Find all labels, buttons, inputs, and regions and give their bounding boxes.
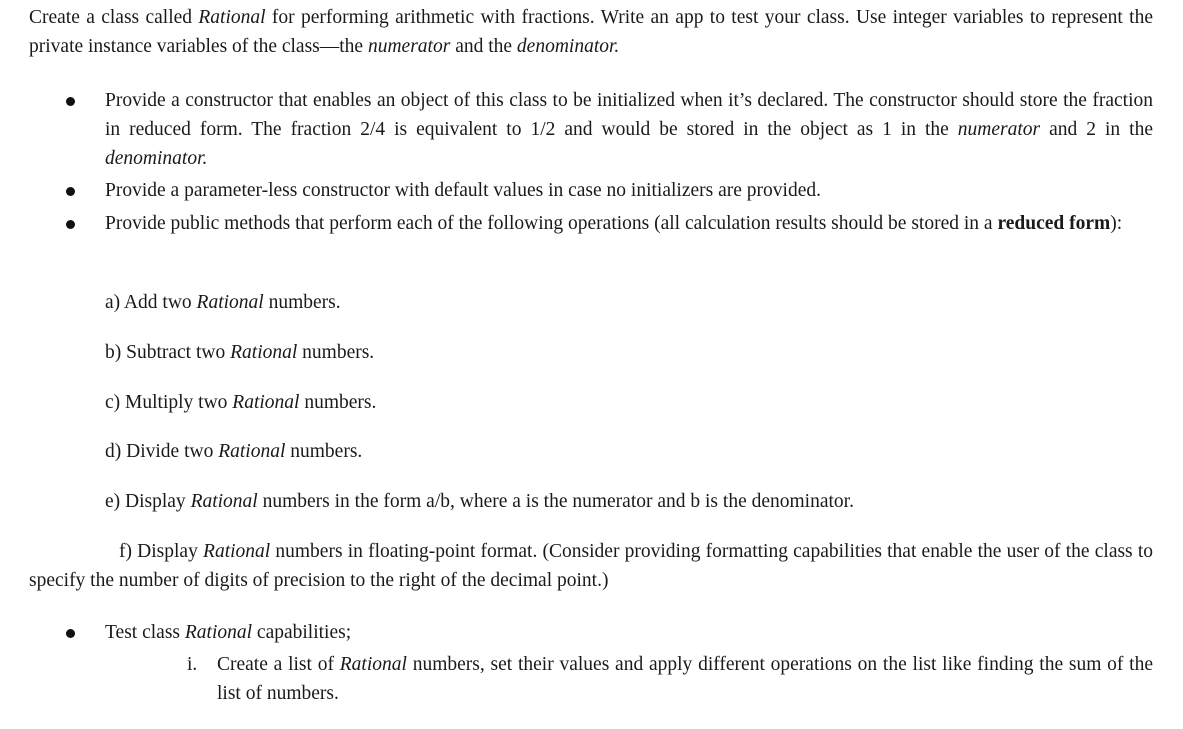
- bullet-3-bold: reduced form: [997, 213, 1111, 234]
- operation-e-suffix: numbers in the form a/b, where a is the numerator and b is the denominator.: [257, 491, 854, 512]
- bullet-3-text: Provide public methods that perform each of the following operations (all calculation results should be stored in a: [105, 213, 998, 234]
- operation-b: [105, 338, 374, 367]
- bullet-1-text-2: and 2 in the: [1040, 119, 1153, 140]
- operation-d-class: Rational: [218, 441, 286, 462]
- bullet-icon: [66, 220, 75, 229]
- operation-e-class: Rational: [190, 491, 258, 512]
- sub-item-i: [187, 650, 1153, 708]
- intro-text-1: Create a class called: [29, 7, 199, 28]
- bullet-icon: [66, 97, 75, 106]
- operation-a: [105, 288, 341, 317]
- intro-text-2: for performing arithmetic with fractions. Write an app to test your class. Use integer variables to represent the private instance variables of the class—the: [29, 7, 1153, 57]
- sub-item-class: Rational: [339, 654, 407, 675]
- operation-a-prefix: a) Add two: [105, 292, 197, 313]
- operation-e: [105, 487, 854, 516]
- operation-c-prefix: c) Multiply two: [105, 392, 233, 413]
- sub-item-marker: i.: [187, 654, 198, 675]
- operation-b-class: Rational: [230, 342, 298, 363]
- bullet-1-denominator: denominator.: [105, 148, 208, 169]
- operation-c-suffix: numbers.: [299, 392, 377, 413]
- operation-c: [105, 388, 376, 417]
- operation-f: [29, 537, 1153, 595]
- bullet-1-numerator: numerator: [957, 119, 1041, 140]
- operation-f-suffix: numbers in floating-point format. (Consider providing formatting capabilities that enable the user of the class to specify the number of digits of precision to the right of the decimal point.): [29, 541, 1153, 591]
- intro-text-3: and the: [450, 36, 517, 57]
- sub-item-text: [217, 650, 1153, 708]
- bullet-4-class: Rational: [184, 622, 253, 643]
- bullet-icon: [66, 187, 75, 196]
- operation-f-prefix: f) Display: [119, 541, 204, 562]
- operation-a-suffix: numbers.: [263, 292, 341, 313]
- operation-a-class: Rational: [196, 292, 264, 313]
- operation-b-prefix: b) Subtract two: [105, 342, 231, 363]
- operation-e-prefix: e) Display: [105, 491, 191, 512]
- intro-class-name: Rational: [198, 7, 266, 28]
- bullet-1-text: Provide a constructor that enables an object of this class to be initialized when it’s declared. The constructor should store the fraction in reduced form. The fraction 2/4 is equivalent to 1/2 and would be stored in the object as 1 in the: [105, 90, 1153, 140]
- operation-b-suffix: numbers.: [297, 342, 375, 363]
- bullet-public-methods: [105, 209, 1153, 238]
- bullet-test-class: [105, 618, 1153, 647]
- bullet-icon: [66, 629, 75, 638]
- operation-c-class: Rational: [232, 392, 300, 413]
- bullet-constructor: [105, 86, 1153, 173]
- operation-d-prefix: d) Divide two: [105, 441, 219, 462]
- bullet-4-text: Test class: [105, 622, 185, 643]
- operation-d: [105, 437, 362, 466]
- bullet-default-constructor: [105, 176, 1153, 205]
- intro-paragraph: [29, 3, 1153, 61]
- operation-f-class: Rational: [203, 541, 271, 562]
- operation-d-suffix: numbers.: [285, 441, 363, 462]
- bullet-4-text-2: capabilities;: [252, 622, 352, 643]
- intro-denominator: denominator.: [516, 36, 620, 57]
- bullet-3-text-2: ):: [1110, 213, 1123, 234]
- intro-numerator: numerator: [367, 36, 451, 57]
- sub-item-text-1: Create a list of: [217, 654, 340, 675]
- bullet-2-text: Provide a parameter-less constructor with default values in case no initializers are provided.: [105, 180, 821, 201]
- sub-item-text-2: numbers, set their values and apply different operations on the list like finding the sum of the list of numbers.: [217, 654, 1154, 704]
